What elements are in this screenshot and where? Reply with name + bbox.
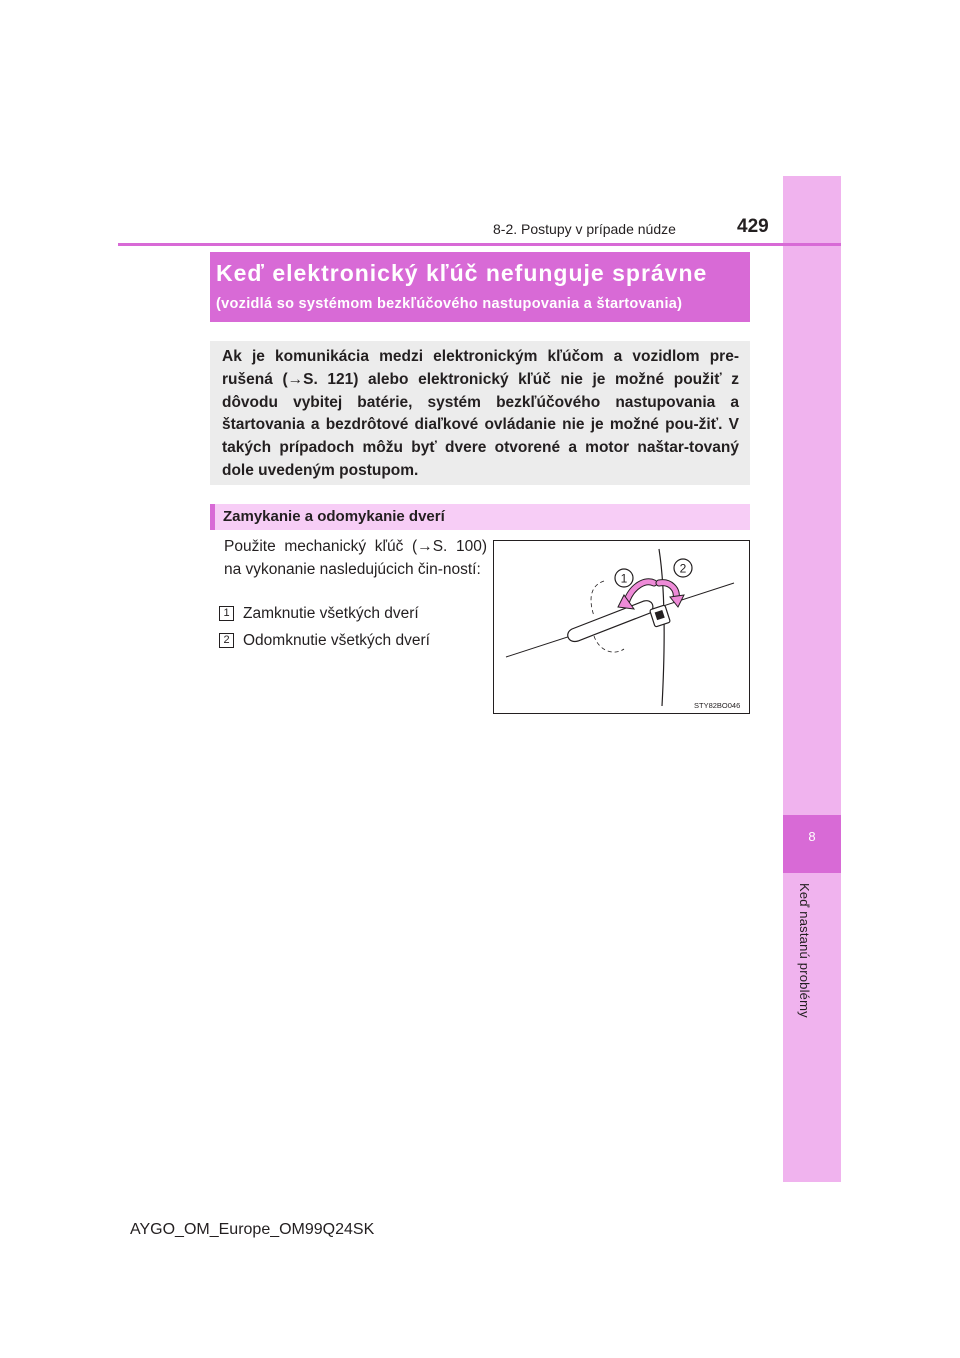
intro-text: Ak je komunikácia medzi elektronickým kľúčom a vozidlom pre-rušená (→S. 121) alebo elektronický kľúč nie je možné použiť z dôvodu vybitej batérie, systém bezkľúčového nastupovania a štartovania a bezdrôtové diaľkové ovládanie nie je možné pou-žiť. V takých prípadoch môžu byť dvere otvorené a motor naštar-tovaný dole uvedeným postupom. [222, 348, 739, 479]
side-tab-chapter-number: 8 [808, 829, 816, 844]
unlock-arrow-head [670, 595, 684, 607]
list-item-number: 1 [219, 606, 234, 621]
recess-outline [591, 581, 604, 616]
section-heading: Zamykanie a odomykanie dverí [223, 508, 445, 525]
page-number: 429 [737, 216, 769, 237]
door-handle-figure [493, 540, 750, 714]
side-tab-chapter-block [783, 815, 841, 873]
callout-label: 1 [620, 571, 628, 586]
recess-outline [594, 636, 624, 652]
figure-code: STY82BO046 [694, 701, 741, 710]
door-handle-illustration [494, 541, 749, 713]
page-title: Keď elektronický kľúč nefunguje správne [216, 260, 708, 286]
list-item-text: Zamknutie všetkých dverí [243, 605, 419, 622]
page-subtitle: (vozidlá so systémom bezkľúčového nastupovania a štartovania) [216, 296, 683, 312]
list-item-number: 2 [219, 633, 234, 648]
section-body-text: Použite mechanický kľúč (→S. 100) na vykonanie nasledujúcich čin-ností: [224, 538, 487, 578]
footer-doc-id: AYGO_OM_Europe_OM99Q24SK [130, 1221, 375, 1238]
side-tab-chapter-title: Keď nastanú problémy [797, 883, 812, 1018]
header-rule [118, 243, 841, 246]
side-tab-strip [783, 176, 841, 1182]
header-section-title: 8-2. Postupy v prípade núdze [493, 221, 676, 237]
door-gap-line [659, 549, 664, 706]
door-handle [568, 601, 653, 642]
list-item-text: Odomknutie všetkých dverí [243, 632, 430, 649]
callout-label: 2 [679, 561, 687, 576]
